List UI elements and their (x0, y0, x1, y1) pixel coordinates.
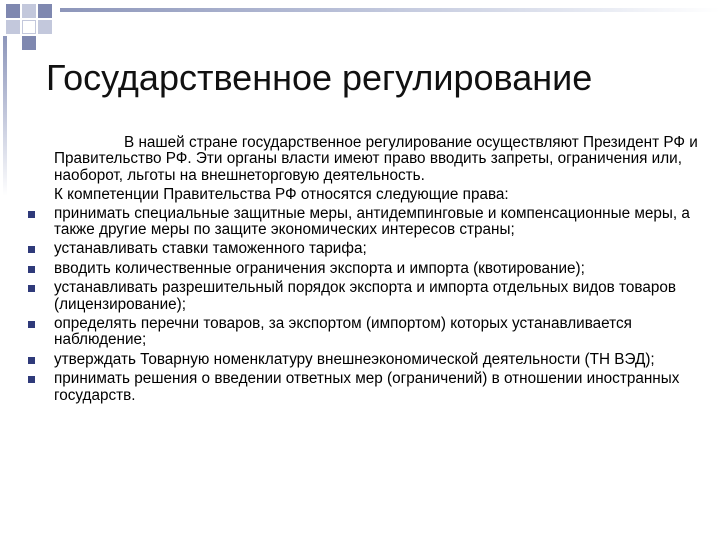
decor-square-6 (38, 20, 52, 34)
list-item-text: устанавливать ставки таможенного тарифа; (54, 240, 367, 258)
slide-body (24, 135, 714, 407)
list-item-text: вводить количественные ограничения экспорта и импорта (квотирование); (54, 259, 585, 277)
decor-square-7 (22, 36, 36, 50)
decor-square-2 (22, 4, 36, 18)
body-paragraph: В нашей стране государственное регулирование осуществляют Президент РФ и Правительство РФ. Эти органы власти имеют право вводить запреты, ограничения или, наоборот, льготы на внешнеторговую деятельность. (54, 134, 698, 184)
rights-list (24, 206, 714, 404)
square-bullet-icon (28, 376, 35, 383)
list-item-text: принимать решения о введении ответных мер (ограничений) в отношении иностранных государств. (54, 370, 680, 404)
decor-top-bar (60, 8, 720, 12)
slide-title: Государственное регулирование (46, 57, 593, 98)
decor-square-1 (6, 4, 20, 18)
list-item-text: утверждать Товарную номенклатуру внешнеэкономической деятельности (ТН ВЭД); (54, 350, 655, 368)
list-item (24, 352, 714, 368)
list-item (24, 241, 714, 257)
decor-square-5 (22, 20, 36, 34)
rights-intro: К компетенции Правительства РФ относятся следующие права: (54, 186, 509, 204)
square-bullet-icon (28, 211, 35, 218)
square-bullet-icon (28, 246, 35, 253)
square-bullet-icon (28, 266, 35, 273)
decor-square-3 (38, 4, 52, 18)
list-item (24, 371, 714, 404)
decor-square-4 (6, 20, 20, 34)
square-bullet-icon (28, 357, 35, 364)
list-item (24, 206, 714, 239)
list-item (24, 261, 714, 277)
square-bullet-icon (28, 285, 35, 292)
list-item-text: принимать специальные защитные меры, антидемпинговые и компенсационные меры, а также другие меры по защите экономических интересов страны; (54, 204, 690, 239)
decor-left-bar (3, 36, 7, 196)
list-item-text: устанавливать разрешительный порядок экспорта и импорта отдельных видов товаров (лицензирование); (54, 279, 676, 313)
list-item (24, 280, 714, 313)
list-item-text: определять перечни товаров, за экспортом (импортом) которых устанавливается наблюдение; (54, 315, 632, 349)
square-bullet-icon (28, 321, 35, 328)
list-item (24, 316, 714, 349)
